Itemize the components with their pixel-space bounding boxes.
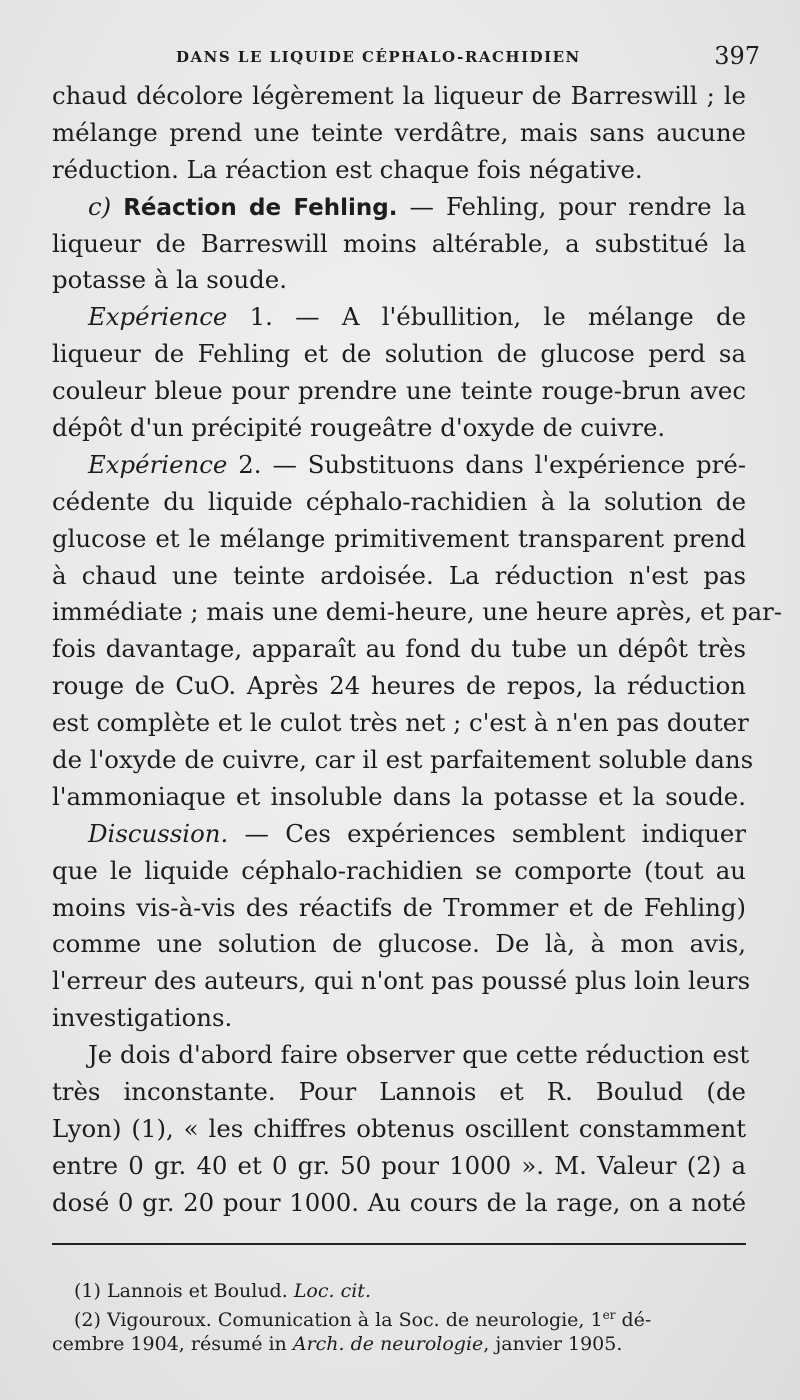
running-head: DANS LE LIQUIDE CÉPHALO-RACHIDIEN — [176, 48, 581, 66]
text-line: liqueur de Fehling et de solution de glucose perd sa — [52, 339, 746, 369]
text-line: liqueur de Barreswill moins altérable, a substitué la — [52, 228, 746, 258]
experience-label: Expérience — [88, 449, 228, 479]
text-line: Lyon) (1), « les chiffres obtenus oscillent constamment — [52, 1113, 746, 1143]
footnote-2-continued — [52, 1332, 746, 1356]
footnote-text: cembre 1904, résumé in — [52, 1333, 293, 1355]
text-line: dosé 0 gr. 20 pour 1000. Au cours de la rage, on a noté — [52, 1187, 746, 1217]
footnote-divider — [52, 1243, 746, 1245]
text-line: Je dois d'abord faire observer que cette réduction est — [88, 1040, 750, 1070]
footnote-citation: Loc. cit. — [293, 1280, 371, 1302]
footnotes — [52, 1279, 746, 1356]
text-line: glucose et le mélange primitivement transparent prend — [52, 523, 746, 553]
experience-label: Expérience — [88, 302, 228, 332]
page-header — [50, 42, 760, 82]
text-run: — Ces expériences semblent indiquer — [228, 818, 746, 848]
text-line — [52, 816, 746, 853]
page-number: 397 — [714, 42, 760, 70]
text-line: l'erreur des auteurs, qui n'ont pas poussé plus loin leurs — [52, 966, 751, 996]
footnote-number: (2) — [74, 1309, 101, 1331]
text-line: immédiate ; mais une demi-heure, une heure après, et par- — [52, 597, 783, 627]
text-line: chaud décolore légèrement la liqueur de Barreswill ; le — [52, 81, 746, 110]
text-line — [52, 189, 746, 226]
section-letter: c) — [88, 191, 124, 221]
footnote-text: Vigouroux. Comunication à la Soc. de neurologie, 1 — [100, 1309, 603, 1331]
text-line: mélange prend une teinte verdâtre, mais sans aucune — [52, 117, 746, 147]
text-line: entre 0 gr. 40 et 0 gr. 50 pour 1000 ». M. Valeur (2) a — [52, 1150, 746, 1180]
footnote-number: (1) — [74, 1280, 101, 1302]
body-text — [52, 78, 783, 1222]
footnote-1 — [52, 1279, 746, 1303]
text-run: 1. — A l'ébullition, le mélange de — [227, 302, 746, 332]
footnote-text: Lannois et Boulud. — [100, 1280, 294, 1302]
text-run: — Fehling, pour rendre la — [397, 191, 746, 221]
text-run: 2. — Substituons dans l'expérience pré- — [227, 449, 746, 479]
text-line: fois davantage, apparaît au fond du tube un dépôt très — [52, 634, 746, 664]
text-line: que le liquide céphalo-rachidien se comporte (tout au — [52, 855, 746, 885]
text-line: potasse à la soude. — [52, 265, 287, 295]
text-line: l'ammoniaque et insoluble dans la potasse et la soude. — [52, 781, 746, 811]
text-line: couleur bleue pour prendre une teinte rouge-brun avec — [52, 376, 746, 406]
text-line: réduction. La réaction est chaque fois négative. — [52, 154, 643, 184]
discussion-label: Discussion. — [88, 818, 229, 848]
footnote-text: dé- — [615, 1309, 652, 1331]
text-line: est complète et le culot très net ; c'est à n'en pas douter — [52, 708, 749, 738]
text-line: investigations. — [52, 1003, 233, 1033]
text-line: dépôt d'un précipité rougeâtre d'oxyde de cuivre. — [52, 413, 666, 443]
text-line: cédente du liquide céphalo-rachidien à la solution de — [52, 486, 746, 516]
text-line: très inconstante. Pour Lannois et R. Boulud (de — [52, 1077, 746, 1107]
text-line: moins vis-à-vis des réactifs de Trommer et de Fehling) — [52, 892, 746, 922]
ordinal-superscript: er — [602, 1308, 616, 1322]
text-line: rouge de CuO. Après 24 heures de repos, la réduction — [52, 671, 746, 701]
footnote-text: , janvier 1905. — [483, 1333, 623, 1355]
text-line: comme une solution de glucose. De là, à mon avis, — [52, 929, 746, 959]
footnote-2 — [52, 1303, 746, 1332]
text-line: de l'oxyde de cuivre, car il est parfaitement soluble dans — [52, 745, 754, 775]
text-line — [52, 447, 746, 484]
footnote-journal: Arch. de neurologie — [292, 1333, 484, 1355]
text-line: à chaud une teinte ardoisée. La réduction n'est pas — [52, 560, 746, 590]
text-line — [52, 299, 746, 336]
section-heading: Réaction de Fehling. — [123, 194, 398, 221]
